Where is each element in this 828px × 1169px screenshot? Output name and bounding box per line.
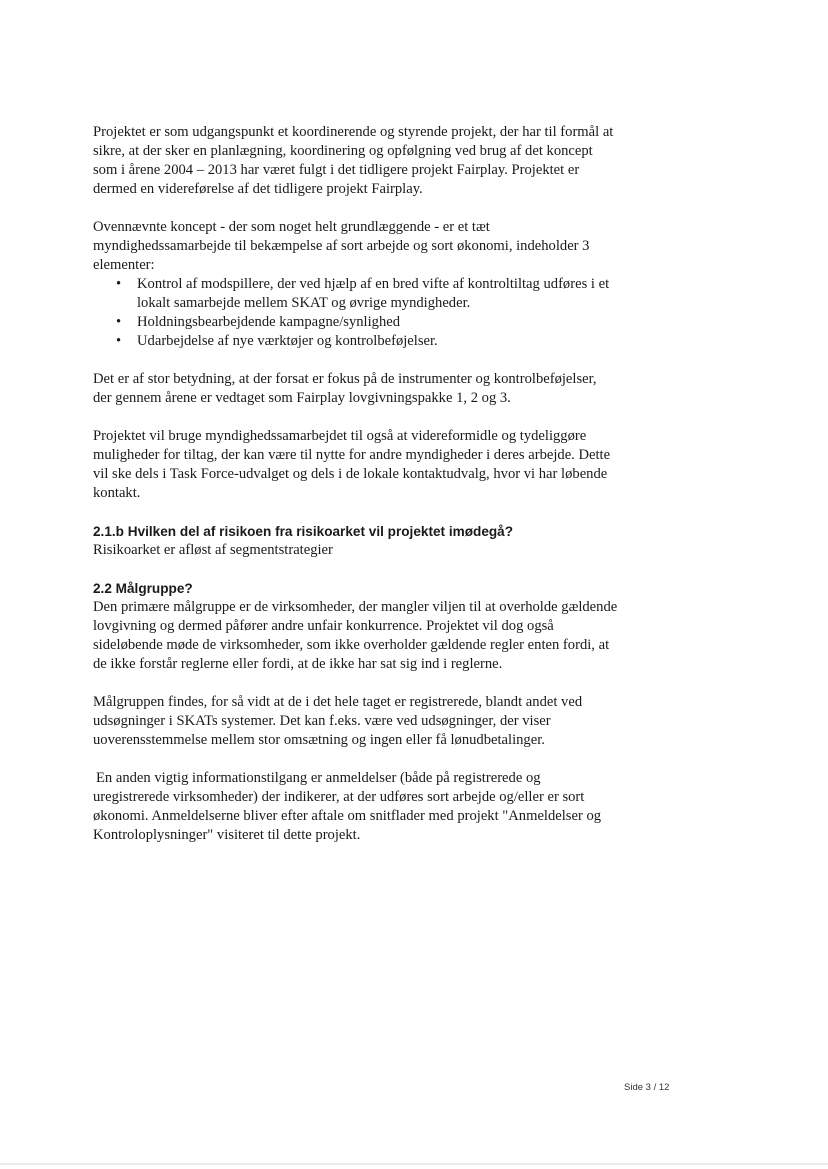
paragraph-target-group-search: Målgruppen findes, for så vidt at de i det hele taget er registrerede, blandt andet ved udsøgninger i SKATs systemer. Det kan f.eks. være ved udsøgninger, der viser uoverensstemmelse mellem stor omsætning og ingen eller få lønudbetalinger. — [93, 694, 583, 748]
page-number: Side 3 / 12 — [624, 1082, 670, 1093]
concept-elements-list — [93, 275, 618, 351]
document-body — [93, 123, 618, 845]
list-item: • Kontrol af modspillere, der ved hjælp af en bred vifte af kontroltiltag udføres i et lokalt samarbejde mellem SKAT og øvrige myndigheder. — [137, 275, 618, 313]
section-heading-risk: 2.1.b Hvilken del af risikoen fra risikoarket vil projektet imødegå? — [93, 524, 514, 539]
paragraph-importance: Det er af stor betydning, at der forsat er fokus på de instrumenter og kontrolbeføjelser, der gennem årene er vedtaget som Fairplay lovgivningspakke 1, 2 og 3. — [93, 371, 597, 406]
paragraph-collaboration: Projektet vil bruge myndighedssamarbejdet til også at videreformidle og tydeliggøre muligheder for tiltag, der kan være til nytte for andre myndigheder i deres arbejde. Dette vil ske dels i Task Force-udvalget og dels i de lokale kontaktudvalg, hvor vi har løbende kontakt. — [93, 428, 611, 501]
page-edge-divider — [0, 1163, 828, 1165]
list-item: • Udarbejdelse af nye værktøjer og kontrolbeføjelser. — [137, 332, 618, 351]
paragraph-project-intro: Projektet er som udgangspunkt et koordinerende og styrende projekt, der har til formål at sikre, at der sker en planlægning, koordinering og opfølgning ved brug af det koncept som i årene 2004 – 2013 har været fulgt i det tidligere projekt Fairplay. Projektet er dermed en videreførelse af det tidligere projekt Fairplay. — [93, 124, 614, 197]
paragraph-concept: Ovennævnte koncept - der som noget helt grundlæggende - er et tæt myndighedssamarbejde til bekæmpelse af sort arbejde og sort økonomi, indeholder 3 elementer: — [93, 219, 590, 273]
section-text-risk: Risikoarket er afløst af segmentstrategier — [93, 542, 333, 558]
list-item: • Holdningsbearbejdende kampagne/synlighed — [137, 313, 618, 332]
paragraph-target-group-reports: En anden vigtig informationstilgang er anmeldelser (både på registrerede og uregistrerede virksomheder) der indikerer, at der udføres sort arbejde og/eller er sort økonomi. Anmeldelserne bliver efter aftale om snitflader med projekt "Anmeldelser og Kontroloplysninger" visiteret til dette projekt. — [93, 770, 602, 843]
paragraph-target-group-primary: Den primære målgruppe er de virksomheder, der mangler viljen til at overholde gældende lovgivning og dermed påfører andre unfair konkurrence. Projektet vil dog også sideløbende møde de virksomheder, som ikke overholder gældende regler enten fordi, at de ikke forstår reglerne eller fordi, at de ikke har sat sig ind i reglerne. — [93, 599, 618, 672]
section-heading-target-group: 2.2 Målgruppe? — [93, 581, 193, 596]
